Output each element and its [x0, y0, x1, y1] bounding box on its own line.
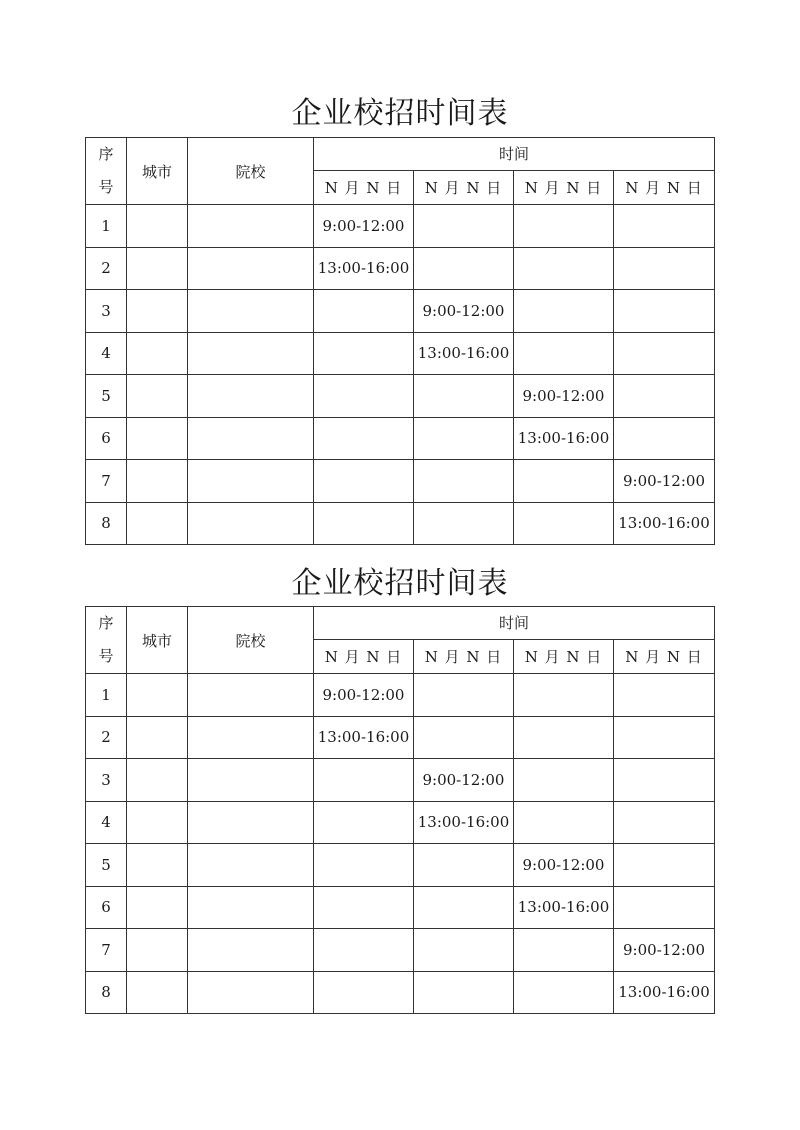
row-number-cell: 6 [86, 886, 127, 929]
row-number-cell: 5 [86, 375, 127, 418]
time-slot-cell [414, 971, 514, 1014]
city-cell [127, 502, 188, 545]
time-slot-cell: 13:00-16:00 [314, 716, 414, 759]
page-title: 企业校招时间表 [291, 96, 509, 131]
schedule-table [85, 606, 715, 1014]
table-row [86, 886, 715, 929]
row-number-cell: 4 [86, 801, 127, 844]
date-header: N 月 N 日 [514, 639, 614, 673]
table-row [86, 502, 715, 545]
school-cell [188, 674, 314, 717]
table-row [86, 375, 715, 418]
time-slot-cell [614, 247, 715, 290]
school-cell [188, 759, 314, 802]
school-cell [188, 332, 314, 375]
time-slot-cell: 9:00-12:00 [514, 375, 614, 418]
time-slot-cell: 13:00-16:00 [414, 332, 514, 375]
seq-header [86, 138, 127, 205]
time-slot-cell [314, 332, 414, 375]
row-number-cell: 7 [86, 460, 127, 503]
time-slot-cell [414, 460, 514, 503]
time-slot-cell [414, 417, 514, 460]
date-header: N 月 N 日 [314, 170, 414, 204]
time-slot-cell [614, 886, 715, 929]
table-row [86, 674, 715, 717]
table-row [86, 801, 715, 844]
time-slot-cell [314, 929, 414, 972]
time-slot-cell [514, 247, 614, 290]
seq-header-line2: 号 [98, 178, 114, 196]
date-header: N 月 N 日 [614, 170, 715, 204]
page-title: 企业校招时间表 [291, 566, 509, 601]
time-slot-cell [514, 674, 614, 717]
date-header: N 月 N 日 [614, 639, 715, 673]
row-number-cell: 8 [86, 502, 127, 545]
seq-header-line2: 号 [98, 647, 114, 665]
time-slot-cell [314, 417, 414, 460]
time-slot-cell [414, 674, 514, 717]
time-slot-cell: 9:00-12:00 [414, 759, 514, 802]
schedule-body [86, 674, 715, 1014]
time-slot-cell [614, 417, 715, 460]
time-slot-cell [414, 247, 514, 290]
time-slot-cell [414, 375, 514, 418]
table-row [86, 205, 715, 248]
city-cell [127, 759, 188, 802]
city-cell [127, 247, 188, 290]
table-row [86, 460, 715, 503]
row-number-cell: 1 [86, 674, 127, 717]
time-slot-cell [414, 844, 514, 887]
city-cell [127, 205, 188, 248]
time-slot-cell [414, 205, 514, 248]
time-slot-cell [314, 460, 414, 503]
time-slot-cell [514, 502, 614, 545]
time-slot-cell: 13:00-16:00 [514, 417, 614, 460]
time-slot-cell [614, 375, 715, 418]
row-number-cell: 6 [86, 417, 127, 460]
time-slot-cell [514, 290, 614, 333]
table-row [86, 716, 715, 759]
time-slot-cell [514, 716, 614, 759]
time-slot-cell [614, 716, 715, 759]
time-slot-cell: 13:00-16:00 [514, 886, 614, 929]
row-number-cell: 1 [86, 205, 127, 248]
date-header: N 月 N 日 [314, 639, 414, 673]
time-slot-cell [314, 375, 414, 418]
row-number-cell: 8 [86, 971, 127, 1014]
city-cell [127, 801, 188, 844]
school-cell [188, 716, 314, 759]
table-row [86, 971, 715, 1014]
city-cell [127, 332, 188, 375]
row-number-cell: 4 [86, 332, 127, 375]
city-cell [127, 460, 188, 503]
school-cell [188, 844, 314, 887]
school-cell [188, 886, 314, 929]
time-slot-cell [614, 801, 715, 844]
city-cell [127, 674, 188, 717]
schedule-body [86, 205, 715, 545]
time-slot-cell: 13:00-16:00 [614, 502, 715, 545]
city-cell [127, 290, 188, 333]
school-cell [188, 290, 314, 333]
seq-header [86, 607, 127, 674]
time-slot-cell [614, 205, 715, 248]
time-slot-cell [314, 502, 414, 545]
row-number-cell: 2 [86, 247, 127, 290]
time-slot-cell [614, 844, 715, 887]
row-number-cell: 3 [86, 290, 127, 333]
school-cell [188, 929, 314, 972]
date-header: N 月 N 日 [514, 170, 614, 204]
seq-header-line1: 序 [98, 145, 114, 163]
time-slot-cell: 9:00-12:00 [614, 929, 715, 972]
time-slot-cell: 9:00-12:00 [314, 205, 414, 248]
time-slot-cell [514, 460, 614, 503]
table-row [86, 247, 715, 290]
time-slot-cell: 9:00-12:00 [614, 460, 715, 503]
time-slot-cell [514, 971, 614, 1014]
table-row [86, 929, 715, 972]
time-slot-cell [514, 801, 614, 844]
time-slot-cell [314, 801, 414, 844]
time-slot-cell [514, 332, 614, 375]
time-slot-cell: 9:00-12:00 [314, 674, 414, 717]
school-cell [188, 205, 314, 248]
city-cell [127, 886, 188, 929]
time-header: 时间 [314, 607, 715, 640]
school-header: 院校 [188, 607, 314, 674]
date-header: N 月 N 日 [414, 170, 514, 204]
time-slot-cell [614, 332, 715, 375]
school-cell [188, 460, 314, 503]
table-row [86, 332, 715, 375]
time-slot-cell [614, 674, 715, 717]
time-slot-cell [614, 290, 715, 333]
time-slot-cell [614, 759, 715, 802]
schedule-table [85, 137, 715, 545]
table-row [86, 759, 715, 802]
time-slot-cell [314, 971, 414, 1014]
school-cell [188, 502, 314, 545]
table-row [86, 844, 715, 887]
city-cell [127, 929, 188, 972]
time-slot-cell [414, 929, 514, 972]
city-cell [127, 716, 188, 759]
school-cell [188, 971, 314, 1014]
time-slot-cell [514, 205, 614, 248]
time-slot-cell [314, 290, 414, 333]
row-number-cell: 7 [86, 929, 127, 972]
school-cell [188, 801, 314, 844]
time-slot-cell: 13:00-16:00 [314, 247, 414, 290]
time-slot-cell [414, 502, 514, 545]
date-header: N 月 N 日 [414, 639, 514, 673]
school-cell [188, 247, 314, 290]
row-number-cell: 5 [86, 844, 127, 887]
school-cell [188, 375, 314, 418]
table-row [86, 417, 715, 460]
time-slot-cell: 9:00-12:00 [514, 844, 614, 887]
city-cell [127, 844, 188, 887]
time-slot-cell [414, 716, 514, 759]
time-slot-cell [314, 886, 414, 929]
time-slot-cell: 9:00-12:00 [414, 290, 514, 333]
time-slot-cell [514, 929, 614, 972]
school-header: 院校 [188, 138, 314, 205]
seq-header-line1: 序 [98, 614, 114, 632]
city-header: 城市 [127, 607, 188, 674]
time-slot-cell: 13:00-16:00 [614, 971, 715, 1014]
time-slot-cell [514, 759, 614, 802]
time-slot-cell [314, 844, 414, 887]
table-row [86, 290, 715, 333]
time-header: 时间 [314, 138, 715, 171]
row-number-cell: 3 [86, 759, 127, 802]
school-cell [188, 417, 314, 460]
row-number-cell: 2 [86, 716, 127, 759]
city-cell [127, 375, 188, 418]
time-slot-cell [414, 886, 514, 929]
time-slot-cell: 13:00-16:00 [414, 801, 514, 844]
city-header: 城市 [127, 138, 188, 205]
city-cell [127, 417, 188, 460]
city-cell [127, 971, 188, 1014]
time-slot-cell [314, 759, 414, 802]
